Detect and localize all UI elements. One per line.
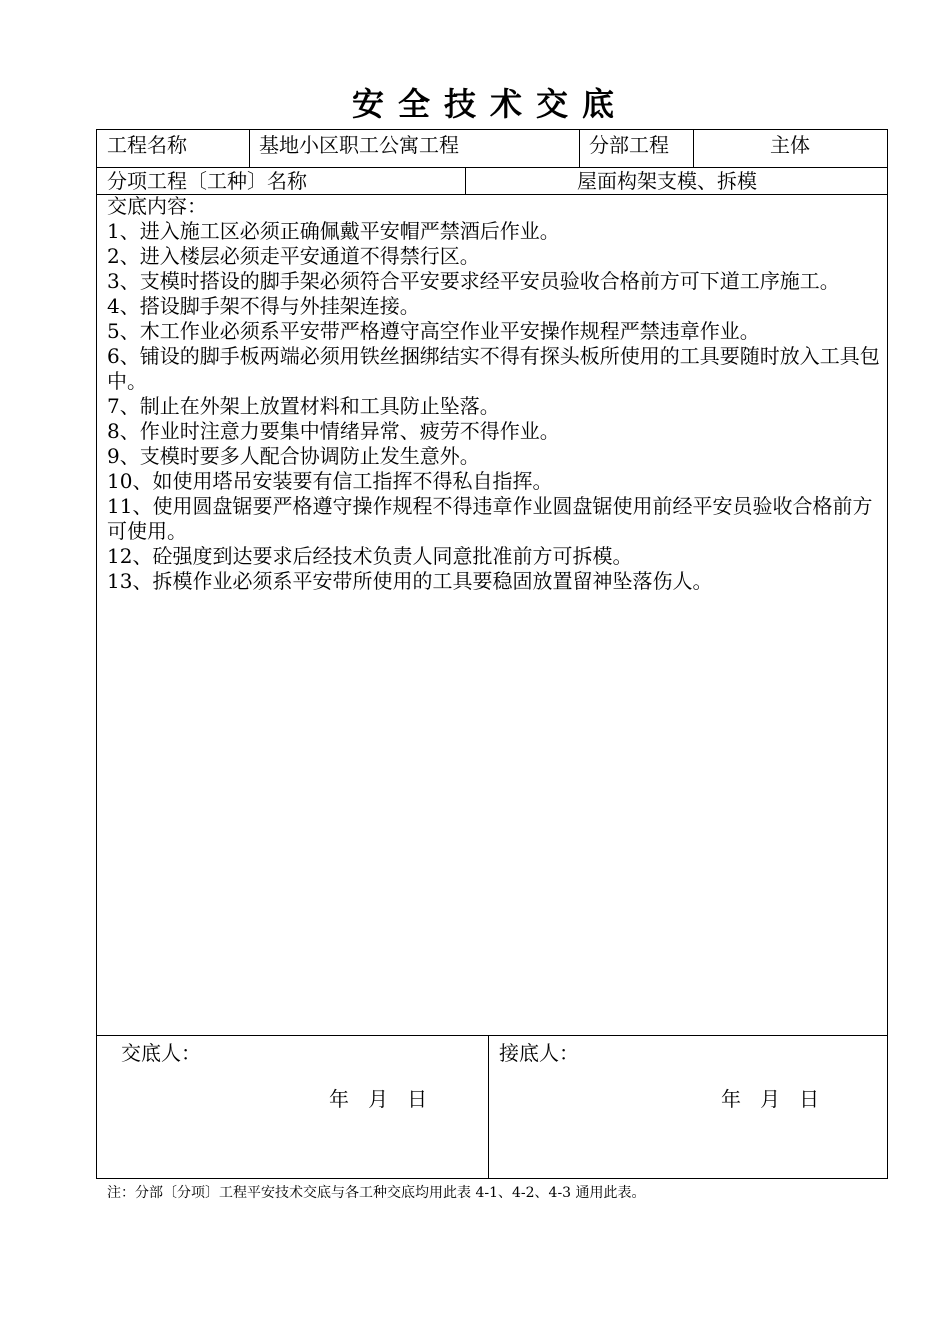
content-item: 9、支模时要多人配合协调防止发生意外。 (107, 444, 480, 468)
giver-label: 交底人： (121, 1041, 201, 1065)
content-item: 1、进入施工区必须正确佩戴平安帽严禁酒后作业。 (107, 219, 560, 243)
subitem-value: 屋面构架支模、拆模 (577, 169, 757, 193)
col-divider-1 (249, 130, 250, 167)
content-item: 2、进入楼层必须走平安通道不得禁行区。 (107, 244, 480, 268)
footnote: 注：分部〔分项〕工程平安技术交底与各工种交底均用此表 4-1、4-2、4-3 通用此表。 (107, 1185, 646, 1201)
disclosure-form (96, 129, 888, 1179)
subitem-label: 分项工程〔工种〕名称 (107, 169, 307, 193)
col-divider-2 (579, 130, 580, 167)
giver-date: 年 月 日 (329, 1087, 428, 1111)
content-heading: 交底内容： (107, 194, 207, 218)
content-item: 12、砼强度到达要求后经技术负责人同意批准前方可拆模。 (107, 544, 633, 568)
document-title: 安全技术交底 (351, 85, 628, 123)
content-item: 11、使用圆盘锯要严格遵守操作规程不得违章作业圆盘锯使用前经平安员验收合格前方可使用。 (107, 494, 873, 543)
row-divider-3 (97, 1035, 887, 1036)
col-divider-5 (488, 1035, 489, 1179)
division-label: 分部工程 (589, 133, 669, 157)
content-item: 5、木工作业必须系平安带严格遵守高空作业平安操作规程严禁违章作业。 (107, 319, 760, 343)
content-item: 8、作业时注意力要集中情绪异常、疲劳不得作业。 (107, 419, 560, 443)
content-item: 6、铺设的脚手板两端必须用铁丝捆绑结实不得有探头板所使用的工具要随时放入工具包中。 (107, 344, 880, 393)
content-item: 4、搭设脚手架不得与外挂架连接。 (107, 294, 420, 318)
content-item: 3、支模时搭设的脚手架必须符合平安要求经平安员验收合格前方可下道工序施工。 (107, 269, 840, 293)
receiver-date: 年 月 日 (721, 1087, 820, 1111)
project-name-value: 基地小区职工公寓工程 (259, 133, 459, 157)
content-item: 13、拆模作业必须系平安带所使用的工具要稳固放置留神坠落伤人。 (107, 569, 713, 593)
receiver-label: 接底人： (499, 1041, 579, 1065)
division-value: 主体 (770, 133, 810, 157)
project-name-label: 工程名称 (107, 133, 187, 157)
content-item: 7、制止在外架上放置材料和工具防止坠落。 (107, 394, 500, 418)
disclosure-content (107, 194, 883, 594)
col-divider-4 (465, 167, 466, 194)
content-item: 10、如使用塔吊安装要有信工指挥不得私自指挥。 (107, 469, 553, 493)
